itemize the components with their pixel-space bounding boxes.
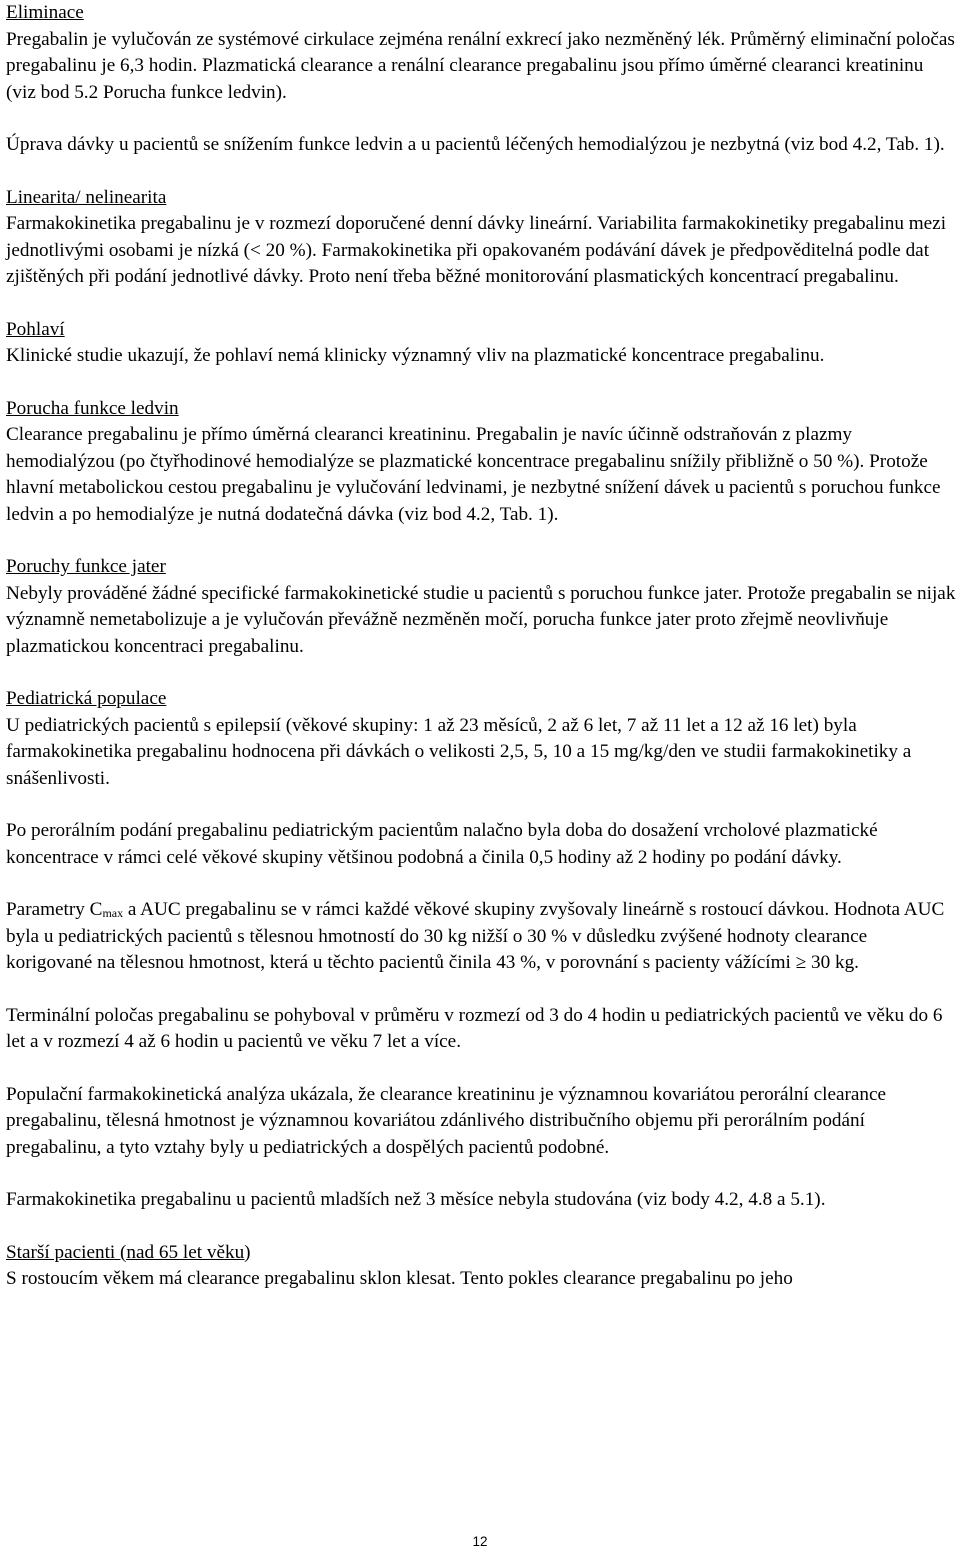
paragraph: Nebyly prováděné žádné specifické farmakokinetické studie u pacientů s poruchou funkce jater. Protože pregabalin se nijak významně nemetabolizuje a je vylučován převážně nezměněn močí, porucha funkce jater proto zřejmě neovlivňuje plazmatickou koncentraci pregabalinu. [6, 582, 956, 657]
section-hepatic-impairment [6, 554, 956, 660]
section-elimination [6, 0, 956, 159]
section-elderly [6, 1240, 956, 1293]
section-heading-pediatric: Pediatrická populace [6, 688, 167, 709]
section-pediatric [6, 686, 956, 1214]
section-heading-renal-impairment: Porucha funkce ledvin [6, 397, 179, 419]
section-heading-linearity: Linearita/ nelinearita [6, 186, 167, 208]
paragraph: S rostoucím věkem má clearance pregabalinu sklon klesat. Tento pokles clearance pregabalinu po jeho [6, 1268, 793, 1289]
page-number: 12 [472, 1534, 488, 1549]
text-run: Parametry C [6, 899, 103, 920]
paragraph: Klinické studie ukazují, že pohlaví nemá klinicky významný vliv na plazmatické koncentrace pregabalinu. [6, 345, 825, 366]
section-heading-elimination: Eliminace [6, 2, 84, 23]
section-linearity [6, 185, 956, 291]
paragraph: Clearance pregabalinu je přímo úměrná clearanci kreatininu. Pregabalin je navíc účinně odstraňován z plazmy hemodialýzou (po čtyřhodinové hemodialýze se plazmatické koncentrace pregabalinu snížily přibližně o 50 %). Protože hlavní metabolickou cestou pregabalinu je vylučování ledvinami, je nezbytné snížení dávek u pacientů s poruchou funkce ledvin a po hemodialýze je nutná dodatečná dávka (viz bod 4.2, Tab. 1). [6, 424, 941, 525]
section-heading-gender: Pohlaví [6, 318, 65, 340]
paragraph: Úprava dávky u pacientů se snížením funkce ledvin a u pacientů léčených hemodialýzou je nezbytná (viz bod 4.2, Tab. 1). [6, 134, 945, 155]
section-renal-impairment [6, 396, 956, 529]
section-heading-hepatic-impairment: Poruchy funkce jater [6, 556, 166, 577]
subscript: max [102, 906, 124, 920]
paragraph: Populační farmakokinetická analýza ukázala, že clearance kreatininu je významnou kovariátou perorální clearance pregabalinu, tělesná hmotnost je významnou kovariátou zdánlivého distribučního objemu při perorálním podání pregabalinu, a tyto vztahy byly u pediatrických a dospělých pacientů podobné. [6, 1083, 887, 1158]
document-page [6, 0, 956, 1319]
section-heading-elderly: Starší pacienti (nad 65 let věku) [6, 1241, 251, 1263]
paragraph-cmax [6, 897, 956, 977]
paragraph: Po perorálním podání pregabalinu pediatrickým pacientům nalačno byla doba do dosažení vrcholové plazmatické koncentrace v rámci celé věkové skupiny většinou podobná a činila 0,5 hodiny až 2 hodiny po podání dávky. [6, 820, 878, 868]
paragraph: Pregabalin je vylučován ze systémové cirkulace zejména renální exkrecí jako nezměněný lék. Průměrný eliminační poločas pregabalinu je 6,3 hodin. Plazmatická clearance a renální clearance pregabalinu jsou přímo úměrné clearanci kreatininu (viz bod 5.2 Porucha funkce ledvin). [6, 28, 955, 103]
paragraph: Farmakokinetika pregabalinu u pacientů mladších než 3 měsíce nebyla studována (viz body 4.2, 4.8 a 5.1). [6, 1189, 826, 1210]
paragraph: Terminální poločas pregabalinu se pohyboval v průměru v rozmezí od 3 do 4 hodin u pediatrických pacientů ve věku do 6 let a v rozmezí 4 až 6 hodin u pacientů ve věku 7 let a více. [6, 1004, 943, 1052]
paragraph: Farmakokinetika pregabalinu je v rozmezí doporučené denní dávky lineární. Variabilita farmakokinetiky pregabalinu mezi jednotlivými osobami je nízká (< 20 %). Farmakokinetika při opakovaném podávání dávek je předpověditelná podle dat zjištěných při podání jednotlivé dávky. Proto není třeba běžné monitorování plasmatických koncentrací pregabalinu. [6, 213, 947, 287]
text-run: a AUC pregabalinu se v rámci každé věkové skupiny zvyšovaly lineárně s rostoucí dávkou. Hodnota AUC byla u pediatrických pacientů s tělesnou hmotností do 30 kg nižší o 30 % v důsledku zvýšené hodnoty clearance korigované na tělesnou hmotnost, která u těchto pacientů činila 43 %, v porovnání s pacienty vážícími ≥ 30 kg. [6, 899, 945, 973]
section-gender [6, 317, 956, 370]
paragraph: U pediatrických pacientů s epilepsií (věkové skupiny: 1 až 23 měsíců, 2 až 6 let, 7 až 11 let a 12 až 16 let) byla farmakokinetika pregabalinu hodnocena při dávkách o velikosti 2,5, 5, 10 a 15 mg/kg/den ve studii farmakokinetiky a snášenlivosti. [6, 714, 912, 789]
